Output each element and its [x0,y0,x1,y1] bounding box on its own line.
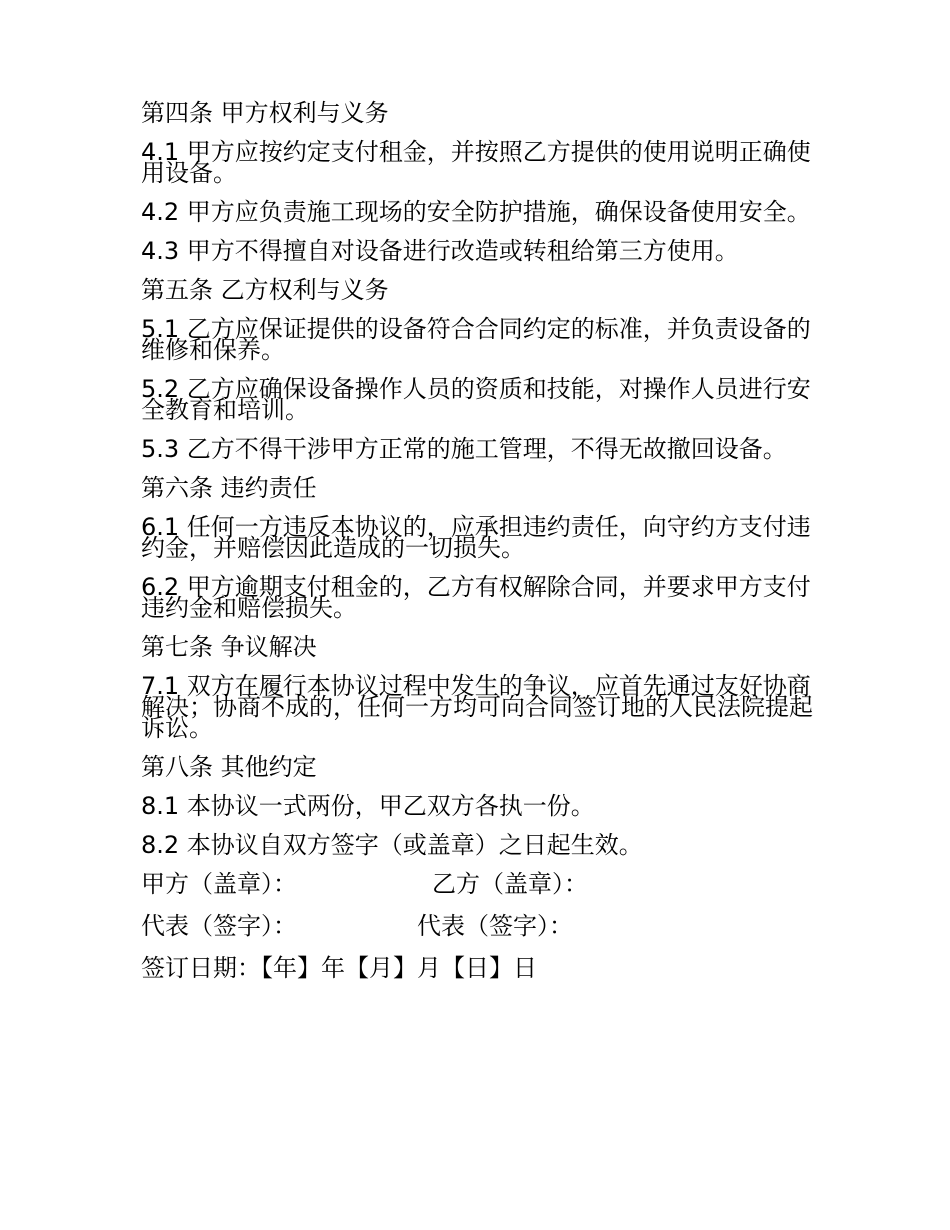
party-b-seal-label: 乙方（盖章）： [432,870,588,898]
contract-body [141,99,813,982]
clause-8-1: 8.1 本协议一式两份，甲乙双方各执一份。 [141,792,595,820]
section-heading-6: 第六条 违约责任 [141,474,317,502]
clause-5-2: 5.2 乙方应确保设备操作人员的资质和技能，对操作人员进行安全教育和培训。 [141,375,811,424]
section-heading-8: 第八条 其他约定 [141,753,317,781]
clause-5-1: 5.1 乙方应保证提供的设备符合合同约定的标准，并负责设备的维修和保养。 [141,315,811,364]
clause-6-1: 6.1 任何一方违反本协议的，应承担违约责任，向守约方支付违约金，并赔偿因此造成的一切损失。 [141,513,811,562]
clause-4-1: 4.1 甲方应按约定支付租金，并按照乙方提供的使用说明正确使用设备。 [141,138,811,187]
party-a-rep-label: 代表（签字）： [141,912,297,940]
clause-6-2: 6.2 甲方逾期支付租金的，乙方有权解除合同，并要求甲方支付违约金和赔偿损失。 [141,573,811,622]
section-heading-4: 第四条 甲方权利与义务 [141,99,389,127]
clause-8-2: 8.2 本协议自双方签字（或盖章）之日起生效。 [141,831,643,859]
party-a-seal-label: 甲方（盖章）： [141,870,297,898]
section-heading-5: 第五条 乙方权利与义务 [141,276,389,304]
clause-4-2: 4.2 甲方应负责施工现场的安全防护措施，确保设备使用安全。 [141,198,811,226]
party-b-rep-label: 代表（签字）： [417,912,573,940]
sign-date-label: 签订日期：【年】年【月】月【日】日 [141,954,537,982]
representative-row [141,912,813,940]
clause-4-3: 4.3 甲方不得擅自对设备进行改造或转租给第三方使用。 [141,237,739,265]
section-heading-7: 第七条 争议解决 [141,633,317,661]
seal-row [141,870,813,898]
clause-5-3: 5.3 乙方不得干涉甲方正常的施工管理，不得无故撤回设备。 [141,435,787,463]
clause-7-1: 7.1 双方在履行本协议过程中发生的争议，应首先通过友好协商解决；协商不成的，任何一方均可向合同签订地的人民法院提起诉讼。 [141,672,813,742]
